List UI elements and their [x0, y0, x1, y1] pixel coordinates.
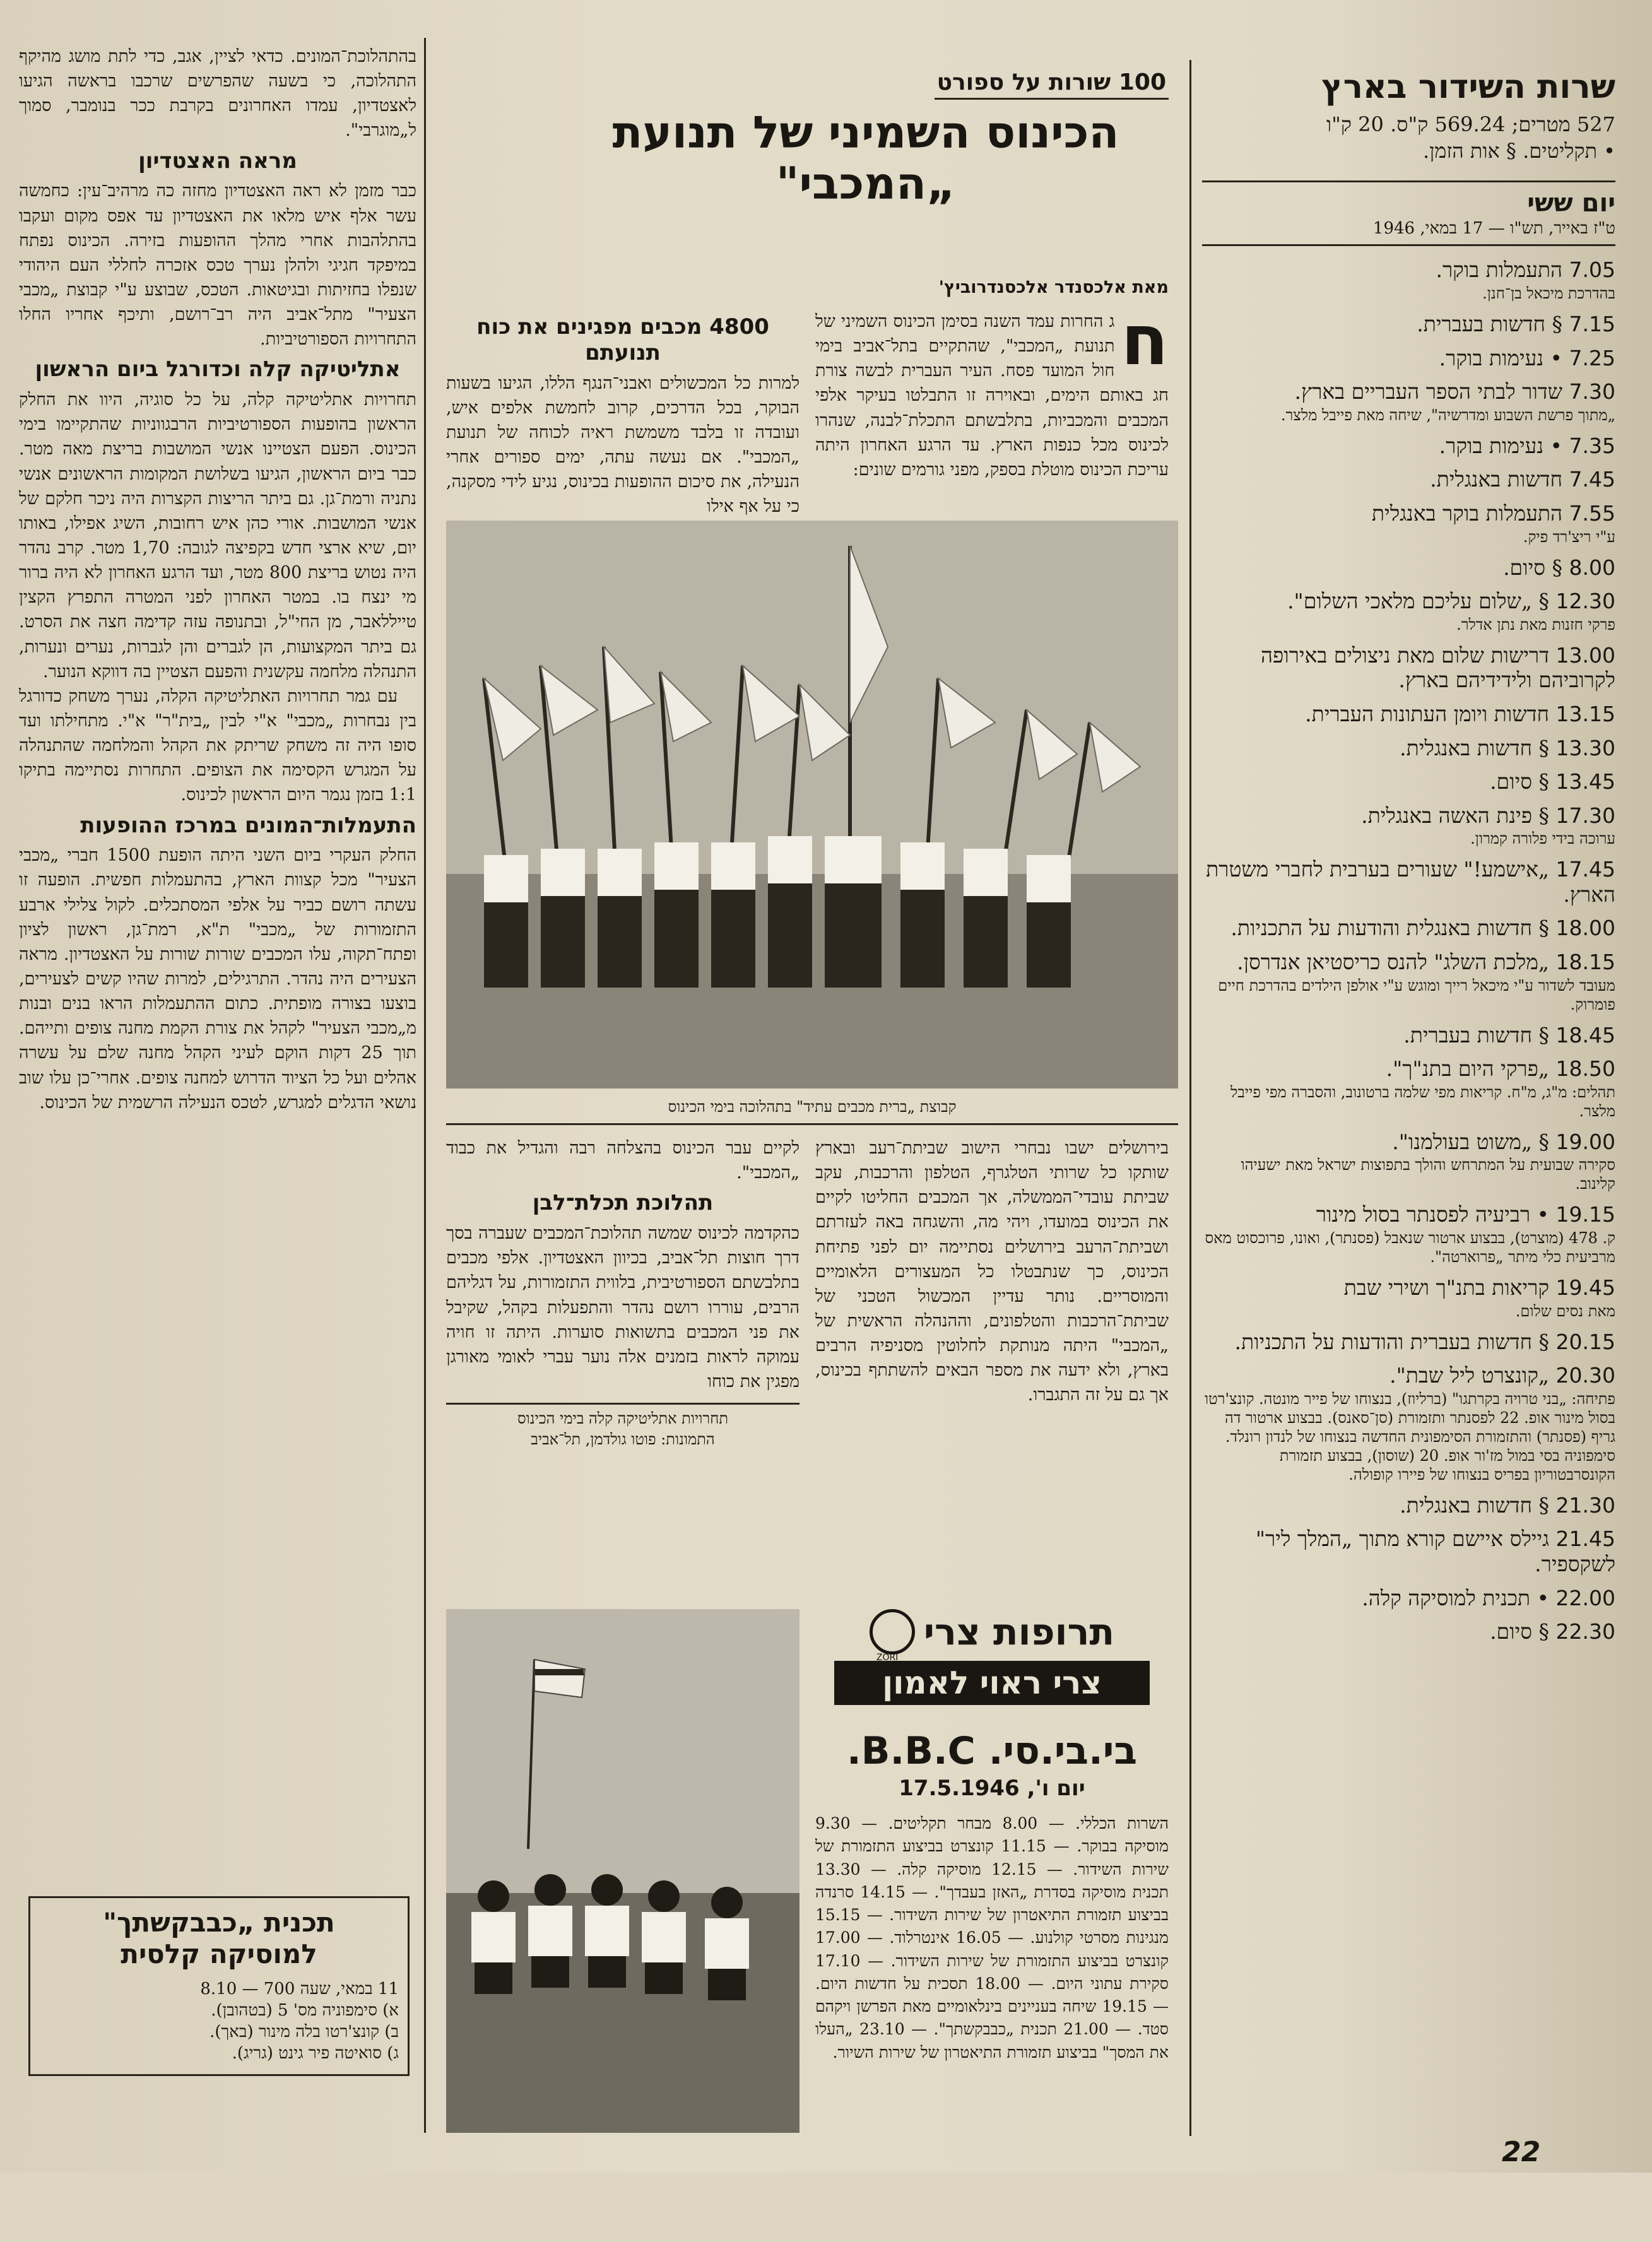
program-list — [1202, 257, 1615, 1644]
left-para-4: עם גמר תחרויות האתליטיקה הקלה, נערך משחק כדורגל בין נבחרות „מכבי" א"י לבין „בית"ר" א"י. מתחילתו ועד סופו היה זה משחק שריתק את הקהל והמלחמה שהתנהלה על המגרש הקסימה את הצופים. התחרות נסתיימה בתיקו 1:1 בזמן נגמר היום הראשון לכינוס. — [19, 686, 416, 805]
program-title: • תכנית למוסיקה קלה. — [1362, 1585, 1550, 1610]
article-col-2 — [446, 309, 799, 519]
photo-runners — [446, 1609, 799, 2133]
program-time: 17.45 — [1555, 857, 1615, 882]
program-time: 8.00 — [1569, 555, 1615, 580]
zori-logo — [870, 1609, 915, 1663]
program-time: 12.30 — [1555, 589, 1615, 614]
program-item — [1202, 1363, 1615, 1484]
program-item — [1202, 501, 1615, 546]
program-time: 19.15 — [1555, 1202, 1615, 1227]
column-rule-left — [424, 38, 426, 2133]
article-byline: מאת אלכסנדר אלכסנדרוביץ' — [938, 278, 1169, 297]
program-item — [1202, 643, 1615, 693]
program-item — [1202, 702, 1615, 727]
program-title: § סיום. — [1490, 769, 1550, 794]
program-title: § „משוט בעולמנו". — [1392, 1129, 1550, 1154]
headline-line-1: הכינוס השמיני של תנועת — [612, 107, 1119, 158]
zori-slogan: צרי ראוי לאמון — [834, 1661, 1150, 1705]
program-title: § חדשות באנגלית. — [1400, 1492, 1550, 1518]
continuation-column — [19, 44, 416, 2217]
program-time: 13.45 — [1555, 769, 1615, 794]
program-item — [1202, 1130, 1615, 1194]
program-title: § חדשות בעברית. — [1417, 311, 1563, 336]
photo-1-rule — [446, 1123, 1178, 1125]
program-title: • רביעיה לפסנתר בסול מינור — [1316, 1202, 1550, 1227]
program-time: 7.55 — [1569, 500, 1615, 526]
program-time: 18.45 — [1555, 1022, 1615, 1047]
program-item — [1202, 379, 1615, 425]
zori-brand: תרופות צרי — [923, 1610, 1115, 1653]
bbc-section — [815, 1729, 1169, 2064]
program-title: • נעימות בוקר. — [1439, 345, 1563, 370]
program-time: 22.00 — [1555, 1585, 1615, 1610]
photo-parade — [446, 521, 1178, 1089]
subhead-4800: 4800 מכבים מפגינים את כוח תנועתם — [476, 314, 769, 365]
radio-legend: • תקליטים. § אות הזמן. — [1423, 138, 1615, 163]
program-note: מעובד לשדור ע"י מיכאל רייך ומוגש ע"י אולפן הילדים בהדרכת חיים פומרוק. — [1218, 976, 1615, 1013]
program-item — [1202, 555, 1615, 581]
program-note: בהדרכת מיכאל בן־חנן. — [1482, 284, 1615, 302]
zori-header — [815, 1609, 1169, 1663]
program-time: 18.00 — [1555, 916, 1615, 941]
program-note: מאת נסים שלום. — [1515, 1302, 1615, 1320]
classical-ad-title-1: תכנית „כבבקשתך" — [103, 1907, 335, 1938]
left-para-5: החלק העקרי ביום השני היתה הופעת 1500 חברי „מכבי הצעיר" מכל קצוות הארץ, בהתעמלות חפשית. הופעה זו עשתה רושם כביר על אלפי המסתכלים. לקול צלילי ארבע התזמורות של „מכבי" ת"א, רמת־גן, ראשון לציון ופתח־תקוה, עלו המכבים שורות שורות על האצטדיון. מראה הצעירים היה נהדר. התרגילים, למרות שהיו קשים לצעירים, בוצעו בצורה מופתית. כתום ההתעמלות הראו בנים ובנות מ„מכבי הצעיר" לקהל את צורת הקמת מחנה צופים ותייהם. תוך 25 דקות הוקם לעיני הקהל מחנה שלם על עשרה אהלים ועל כל הציוד הדרוש למחנה צופים. אחרי־כן עלו שוב נושאי הדגלים למגרש, לטכס הנעילה הרשמית של הכינוס. — [19, 846, 417, 1112]
program-note: „מתוך פרשת השבוע ומדרשיה", שיחה מאת פייבל מלצר. — [1280, 406, 1615, 424]
program-title: „קונצרט ליל שבת". — [1389, 1363, 1550, 1388]
program-time: 19.00 — [1555, 1129, 1615, 1154]
program-item — [1202, 1330, 1615, 1355]
classical-request-ad — [28, 1896, 410, 2076]
program-time: 18.15 — [1555, 950, 1615, 975]
article-intro — [815, 300, 1169, 482]
program-title: § חדשות באנגלית והודעות על התכניות. — [1230, 916, 1550, 941]
program-time: 17.30 — [1555, 803, 1615, 828]
photo-1-caption: קבוצת „ברית מכבים עתיד" בתהלוכה בימי הכינוס — [668, 1098, 957, 1116]
photo-2-caption: תחרויות אתליטיקה קלה בימי הכינוס — [517, 1410, 729, 1428]
subhead-athletics: אתליטיקה קלה וכדורגל ביום הראשון — [35, 357, 401, 382]
article-col-4 — [446, 1136, 799, 1449]
zori-logo-text: ZORI — [876, 1653, 899, 1663]
program-item — [1202, 589, 1615, 634]
program-title: גיילס איישם קורא מתוך „המלך ליר" לשקספיר. — [1255, 1526, 1615, 1576]
para-3: לקיים עבר הכינוס בהצלחה רבה והגדיל את כבוד „המכבי". — [446, 1138, 799, 1183]
left-para-1: בהתהלוכת־המונים. כדאי לציין, אגב, כדי לתת מושג מהיקף התהלוכה, כי בשעה שהפרשים שרכבו בראשה הגיעו לאצטדיון, עמדו האחרונים בקרבת ככר בנומבר, סמוך ל„מוגרבי". — [19, 47, 416, 141]
day-date: ט"ז באייר, תש"ו — 17 במאי, 1946 — [1372, 219, 1615, 239]
para-4: כהקדמה לכינוס שמשה תהלוכת־המכבים שעברה בסך דרך חוצות תל־אביב, בכיוון האצטדיון. אלפי מכבים בתלבשתם הספורטיבית, בלווית התזמורות, על דגליהם הרבים, עוררו רושם נהדר והתפעלות בקהל, שקיבל את פני המכבים בתשואות סוערות. היתה זו חויה עמוקה לראות בזמנים אלה נוער עברי לאומי מאורגן מפגין את כוחו — [446, 1224, 799, 1391]
program-time: 19.45 — [1555, 1275, 1615, 1301]
program-item — [1202, 803, 1615, 849]
program-title: שדור לבתי הספר העבריים בארץ. — [1294, 379, 1563, 404]
program-item — [1202, 1202, 1615, 1266]
day-title: יום ששי — [1527, 189, 1615, 218]
program-item — [1202, 1526, 1615, 1576]
page-number: 22 — [1502, 2136, 1541, 2168]
program-title: § חדשות בעברית. — [1403, 1022, 1550, 1047]
program-note: ק. 478 (מוצרט), בבצוע ארטור שנאבל (פסנתר), ואונו, פרוכסוט מאס מרביעית כלי מיתר „פרוארטה". — [1205, 1229, 1615, 1266]
program-time: 20.30 — [1555, 1363, 1615, 1388]
radio-frequency: 527 מטרים; 569.24 ק"ס. 20 ק"ו — [1326, 112, 1615, 137]
program-title: § חדשות באנגלית. — [1400, 735, 1550, 760]
left-para-2: כבר מזמן לא ראה האצטדיון מחזה כה מרהיב־עין: כחמשה עשר אלף איש מלאו את האצטדיון עד אפס מקום ועקבו בהתלהבות אחרי מהלך ההופעות בזירה. הכינוס נפתח במיפקד חגיגי ולהלן נערך טכס אזכרה לחללי העם היהודי שנפלו בחזיתות ובגיטאות. הטכס, שבוצע ע"י קבוצת „מכבי הצעיר" מתל־אביב היה רב־רושם, ותיכף אחריו החלו התחרויות הספורטיביות. — [19, 181, 416, 350]
program-time: 7.15 — [1569, 311, 1615, 336]
program-title: דרישות שלום מאת ניצולים באירופה לקרוביהם ולידידיהם בארץ. — [1260, 642, 1615, 693]
program-time: 13.15 — [1555, 701, 1615, 726]
program-item — [1202, 1056, 1615, 1121]
left-para-3: תחרויות אתליטיקה קלה, על כל סוגיה, היוו את החלק הראשון בהופעות הספורטיביות הרבגווניות שהתקיימו בימי הכינוס. הפעם הצטיינו אנשי המושבות בריצת מאה מטר. כבר ביום הראשון, הגיעו בשלושת המקומות הראשונים אנשי נתניה ורמת־גן. גם ביתר הריצות הקצרות היה ניכר חלקם של אנשי המושבות. אורי כהן איש רחובות, השיג אפילו, באותו יום, שיא ארצי חדש בקפיצה לגובה: 1,70 מטר. קרב נהדר היה נטוש בריצת 800 מטר, ועד הרגע האחרון לא היה ברור מי ינצח בו. במטר האחרון לפני המטרה התפרץ הקצין טייללאבר, מן החי"ל, ובתנופה עזה קדימה חצה את הסרט. גם ביתר המקצועות, הן לגברים והן לגברות, נערים ונערות, התנהלה מלחמה עקשנית והפעם הצטיין בה דווקא הנוער. — [19, 390, 416, 681]
program-item — [1202, 1275, 1615, 1321]
bbc-title: בי.בי.סי. B.B.C. — [846, 1729, 1138, 1773]
drop-cap: ח — [1121, 300, 1169, 381]
program-title: § סיום. — [1490, 1619, 1550, 1644]
program-title: § פינת האשה באנגלית. — [1361, 803, 1550, 828]
program-note: סקירה שבועית על המתרחש והולך בתפוצות ישראל מאת ישעיהו קלינוב. — [1241, 1156, 1615, 1193]
program-title: „מלכת השלג" להנס כריסטיאן אנדרסן. — [1237, 950, 1550, 975]
runners-photo-drawing — [446, 1609, 799, 2133]
program-item — [1202, 346, 1615, 371]
subhead-parade: תהלוכת תכלת־לבן — [532, 1190, 714, 1216]
article-headline — [550, 107, 1181, 209]
program-time: 18.50 — [1555, 1056, 1615, 1082]
article-column — [435, 69, 1181, 2242]
day-header — [1202, 180, 1615, 246]
subhead-stadium: מראה האצטדיון — [138, 148, 297, 174]
intro-text: ג החרות עמד השנה בסימן הכינוס השמיני של תנועת „המכבי", שהתקיים בתל־אביב בימי חול המועד פסח. העיר העברית לבשה צורת חג באותם הימים, ובאוירה זו התבלטו בעיקר אלפי המכבים והמכביות, בתלבשתם התכלת־לבנה, שנהרו לכינוס מכל כנפות הארץ. עד הרגע האחרון היתה עריכת הכינוס מוטלת בספק, מפני גורמים שונים: — [815, 312, 1169, 480]
program-time: 7.05 — [1569, 257, 1615, 283]
program-title: התעמלות בוקר באנגלית — [1371, 500, 1563, 526]
program-time: 13.30 — [1555, 735, 1615, 760]
program-time: 13.00 — [1555, 642, 1615, 668]
program-title: חדשות באנגלית. — [1430, 467, 1563, 492]
program-title: § חדשות בעברית והודעות על התכניות. — [1234, 1329, 1550, 1354]
program-item — [1202, 950, 1615, 1014]
program-item — [1202, 434, 1615, 459]
article-kicker: 100 שורות על ספורט — [935, 69, 1169, 100]
classical-ad-line-3: ב) קונצ'רטו בלה מינור (באך). — [209, 2022, 399, 2041]
program-time: 20.15 — [1555, 1329, 1615, 1354]
program-time: 21.30 — [1555, 1492, 1615, 1518]
program-note: ע"י ריצ'רד פיק. — [1523, 528, 1615, 546]
program-item — [1202, 1493, 1615, 1518]
subhead-gymnastics: התעמלות־המונים במרכז ההופעות — [80, 812, 416, 838]
zori-ad — [815, 1609, 1169, 1705]
program-item — [1202, 1023, 1615, 1048]
program-item — [1202, 916, 1615, 941]
headline-line-2: „המכבי" — [776, 157, 956, 209]
para-2: בירושלים ישבו נבחרי הישוב שביתת־רעב ובארץ שותקו כל שרותי הטלגרף, הטלפון והרכבות, עקב שביתת עובדי־הממשלה, אך המכבים החליטו לקיים את הכינוס במועדו, ויהי מה, והשגחה באה לעזרתם ושביתת־הרעב בירושלים נסתיימה יום לפני פתיחת הכינוס, כך שנתבטלו כל המעצורים הלאומיים והמוסריים. נותר עדיין המכשול הטכני של שביתת־הרכבות והטלפונים, וההנהלה הראשית של „המכבי" היתה מנותקת לחלוטין מסניפיה הרבים בארץ, ולא ידעה את מספר הבאים להשתתף בכינוס, אך גם על זה התגברו. — [815, 1138, 1169, 1405]
classical-ad-line-4: ג) סואיטה פיר גינט (גריג). — [232, 2043, 399, 2063]
program-title: קריאות בתנ"ך ושירי שבת — [1343, 1275, 1550, 1301]
program-item — [1202, 1586, 1615, 1611]
bbc-body: השרות הכללי. — 8.00 מבחר תקליטים. — 9.30 מוסיקה בבוקר. — 11.15 קונצרט בביצוע התזמורת של שירות השידור. — 12.15 מוסיקה קלה. — 13.30 תכנית מוסיקה בסדרת „האזן בעבדך". — 14.15 סרנדה בביצוע תזמורת התיאטרון של שירות השידור. — 15.15 מנגינות מסרטי קולנוע. — 16.05 אינטרלוד. — 17.00 קונצרט בביצוע התזמורת של שירות השידור. — 17.10 סקירת עתוני היום. — 18.00 תסכית על חדשות היום. — 19.15 שיחה בעניינים בינלאומיים מאת הפרשן ויקהם סטד. — 21.00 תכנית „כבבקשתך". — 23.10 „העלו את המסך" בביצוע תזמורת התיאטרון של שירות השיור. — [815, 1814, 1169, 2062]
program-title: § סיום. — [1503, 555, 1563, 580]
program-item — [1202, 312, 1615, 337]
classical-ad-title-2: למוסיקה קלסית — [121, 1938, 317, 1970]
program-title: חדשות ויומן העתונות העברית. — [1305, 701, 1550, 726]
bbc-date: יום ו', 17.5.1946 — [899, 1776, 1085, 1801]
program-time: 22.30 — [1555, 1619, 1615, 1644]
radio-column — [1202, 69, 1615, 2242]
radio-title: שרות השידור בארץ — [1321, 68, 1615, 106]
program-title: „פרקי היום בתנ"ך". — [1386, 1056, 1550, 1082]
program-note: פתיחה: „בני טרויה בקרתגו" (ברליוז), בנצוחו של פייר מונטה. קונצ'רטו בסול מינור אופ. 22 לפסנתר ותזמורת (סן־סאנס). בבצוע ארטור דה גריף (פסנתר) והתזמורת הסימפונית החדשה בנצוחו של לנדון רונלד. סימפוניה בסי במול מז'ור אופ. 20 (שוסון), בבצוע תזמורת הקונסרבטוריון בפריס בנצוחו של פיירו קופולה. — [1205, 1389, 1615, 1484]
program-title: התעמלות בוקר. — [1436, 257, 1563, 283]
program-item — [1202, 257, 1615, 303]
program-time: 7.45 — [1569, 467, 1615, 492]
program-time: 7.35 — [1569, 433, 1615, 458]
program-title: • נעימות בוקר. — [1439, 433, 1563, 458]
program-item — [1202, 769, 1615, 794]
program-item — [1202, 467, 1615, 492]
program-item — [1202, 857, 1615, 907]
classical-ad-line-1: 11 במאי, שעה 700 — 8.10 — [200, 1979, 399, 1998]
column-rule-right — [1189, 60, 1191, 2136]
program-time: 7.25 — [1569, 345, 1615, 370]
para-4-rule — [446, 1403, 799, 1405]
photo-credit: התמונות: פוטו גולדמן, תל־אביב — [531, 1431, 715, 1449]
program-title: „אישמע!" שעורים בערבית לחברי משטרת הארץ. — [1206, 857, 1615, 907]
program-title: § „שלום עליכם מלאכי השלום". — [1287, 589, 1550, 614]
program-item — [1202, 1619, 1615, 1644]
program-item — [1202, 736, 1615, 761]
classical-ad-line-2: א) סימפוניה מס' 5 (בטהובן). — [211, 2000, 399, 2020]
para-1: למרות כל המכשולים ואבני־הנגף הללו, הגיעו בשעות הבוקר, בכל הדרכים, קרוב לחמשת אלפים איש, ועובדה זו בלבד משמשת ראיה לכוחה של תנועת „המכבי". אם נעשה עתה, ימים ספורים אחרי הנעילה, את סיכום ההופעות בכינוס, נגיע לידי מסקנה, כי על אף אילו — [446, 373, 799, 517]
program-note: תהלים: מ"ג, מ"ח. קריאות מפי שלמה ברטונוב, והסברה מפי פייבל מלצר. — [1230, 1083, 1615, 1120]
program-time: 21.45 — [1555, 1526, 1615, 1552]
program-note: ערוכה בידי פלורה קמרון. — [1470, 830, 1615, 848]
program-note: פרקי חזנות מאת נתן אדלר. — [1456, 615, 1615, 634]
program-time: 7.30 — [1569, 379, 1615, 404]
parade-photo-drawing — [446, 521, 1178, 1089]
